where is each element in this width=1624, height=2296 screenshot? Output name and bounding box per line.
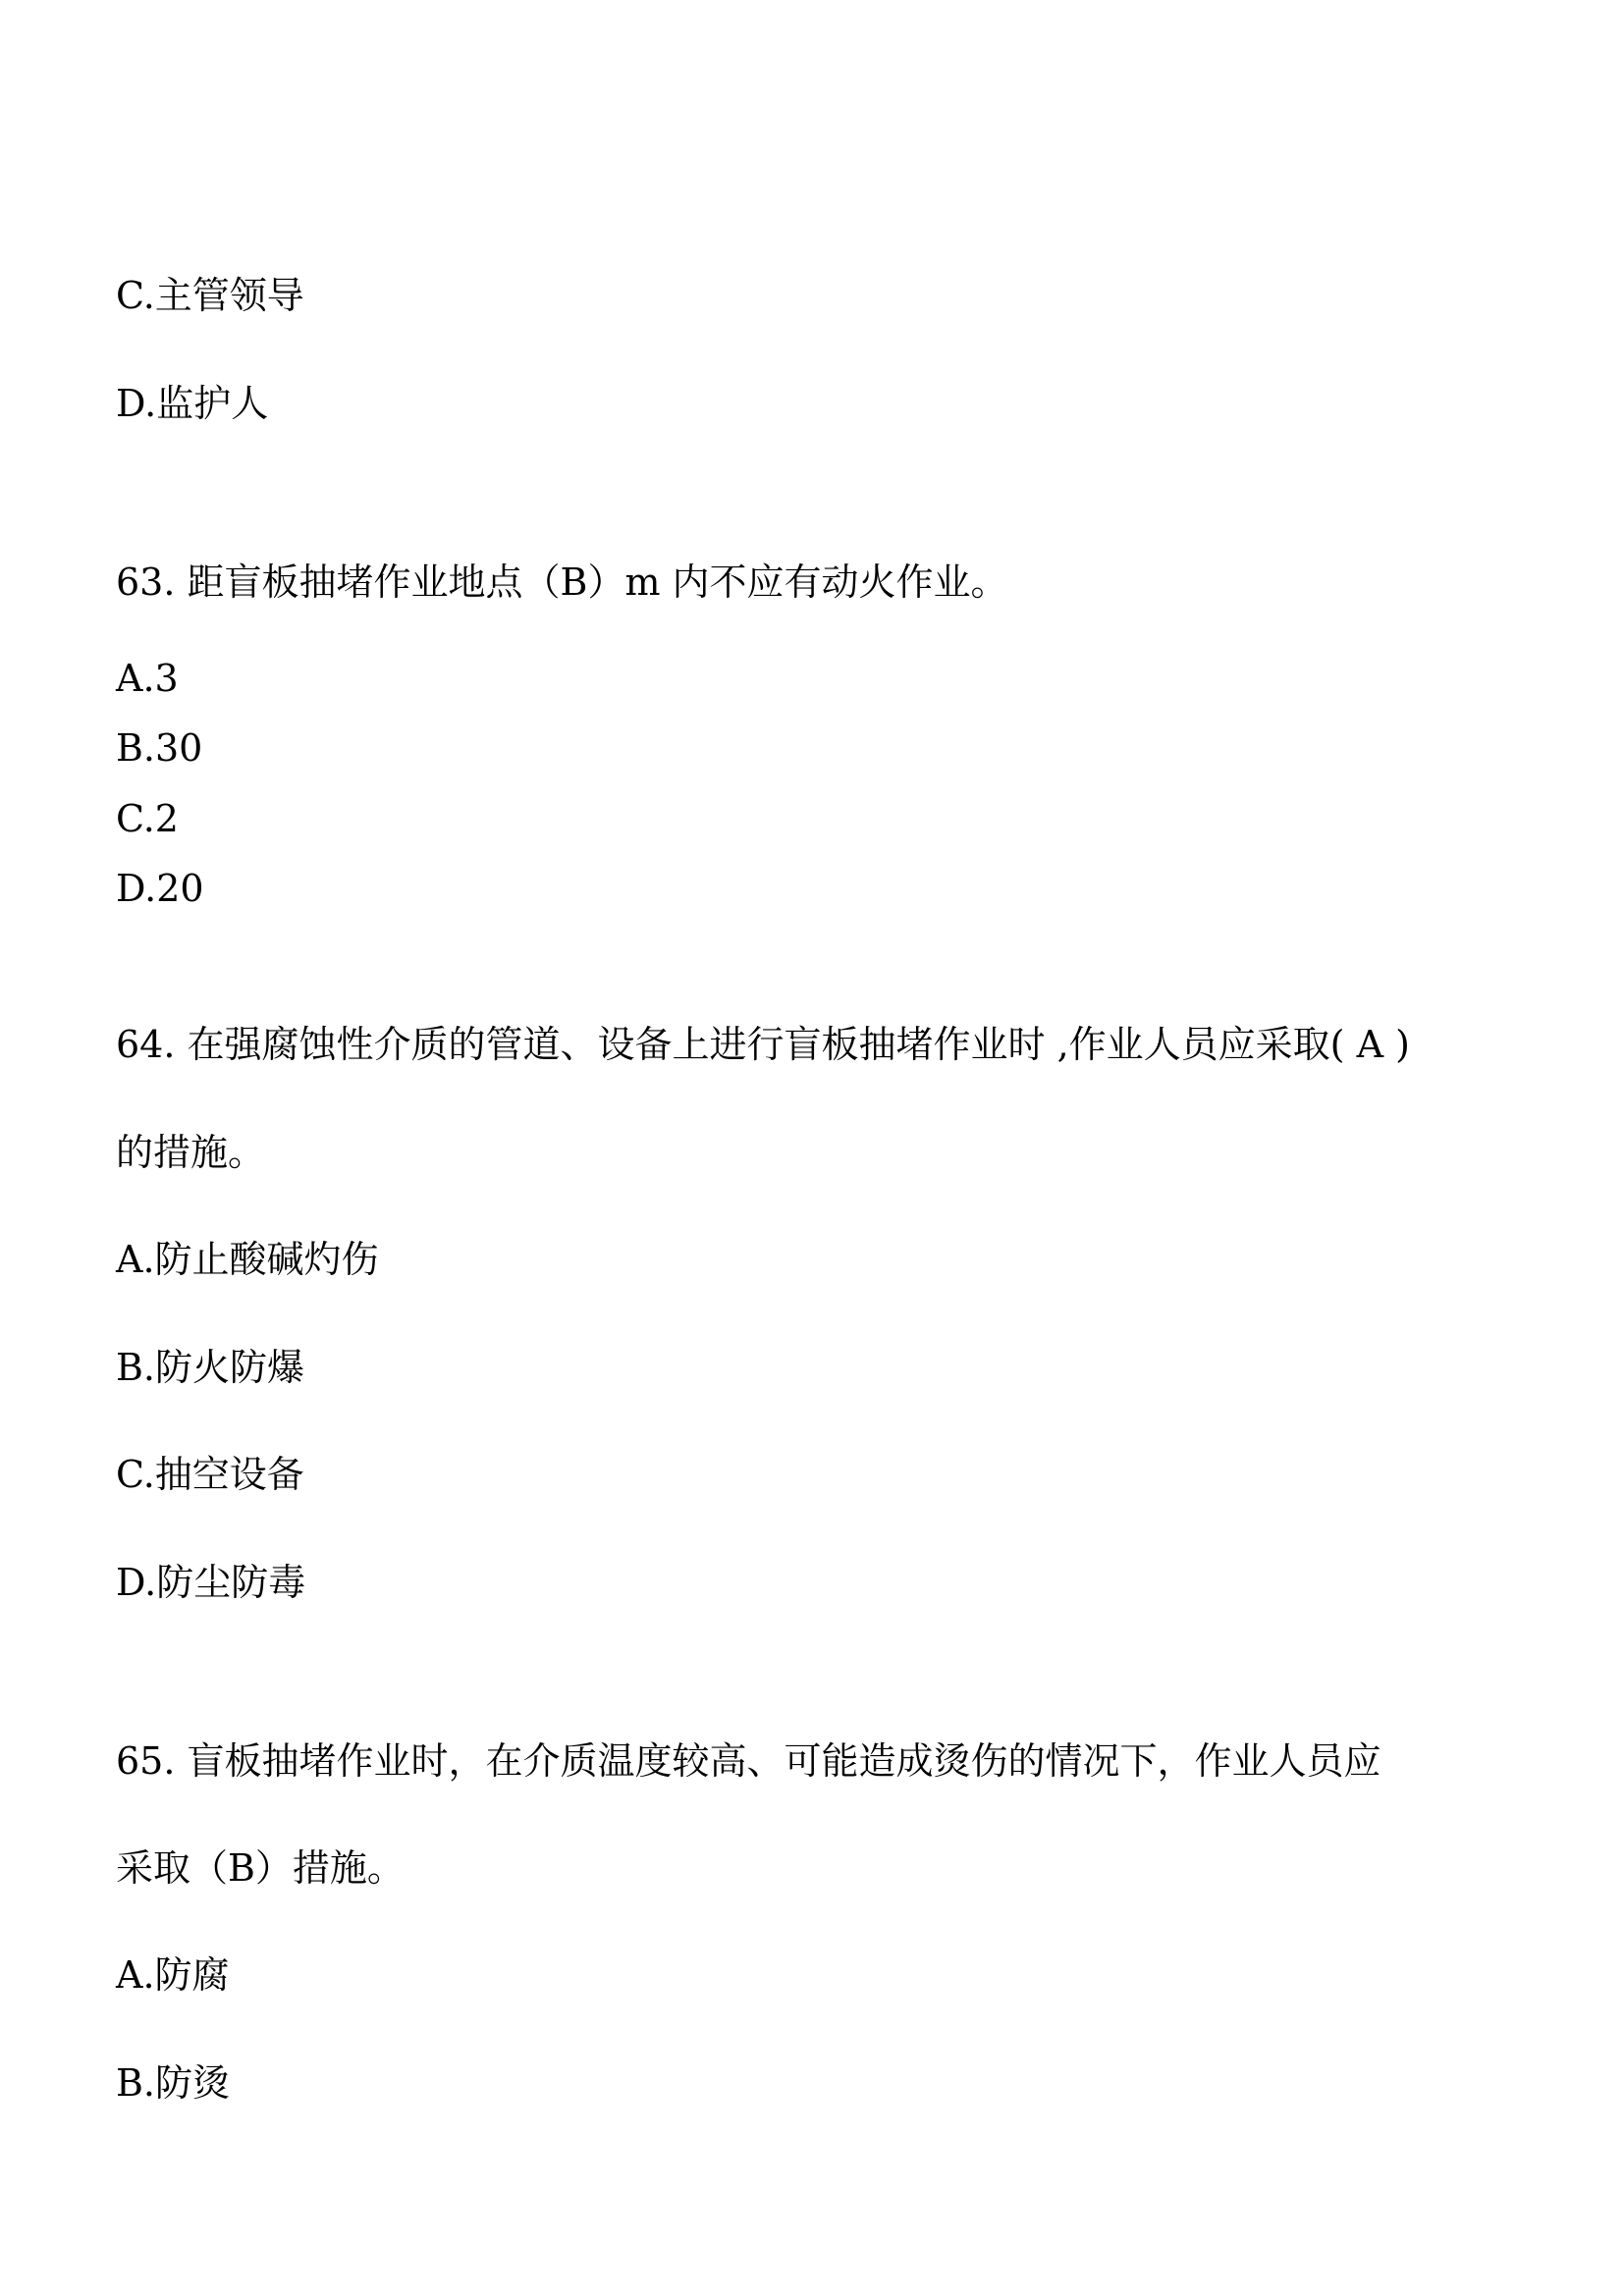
option-b: B.防火防爆 <box>116 1346 305 1389</box>
option-c: C.2 <box>116 797 179 840</box>
option-a: A.3 <box>116 657 179 700</box>
question-stem-line2: 采取（B）措施。 <box>116 1846 405 1890</box>
option-d: D.防尘防毒 <box>116 1561 306 1604</box>
question-stem-line2: 的措施。 <box>116 1131 266 1174</box>
question-stem-line1: 65. 盲板抽堵作业时，在介质温度较高、可能造成烫伤的情况下，作业人员应 <box>116 1739 1381 1783</box>
option-b: B.30 <box>116 726 203 770</box>
option-a: A.防止酸碱灼伤 <box>116 1238 379 1281</box>
question-stem: 63. 距盲板抽堵作业地点（B）m 内不应有动火作业。 <box>116 561 1008 604</box>
option-b: B.防烫 <box>116 2061 231 2105</box>
question-stem-line1: 64. 在强腐蚀性介质的管道、设备上进行盲板抽堵作业时 ,作业人员应采取( A ) <box>116 1023 1410 1066</box>
option-d: D.20 <box>116 867 204 910</box>
option-a: A.防腐 <box>116 1953 230 1997</box>
option-d: D.监护人 <box>116 382 269 425</box>
option-c: C.抽空设备 <box>116 1453 304 1496</box>
option-c: C.主管领导 <box>116 274 304 317</box>
